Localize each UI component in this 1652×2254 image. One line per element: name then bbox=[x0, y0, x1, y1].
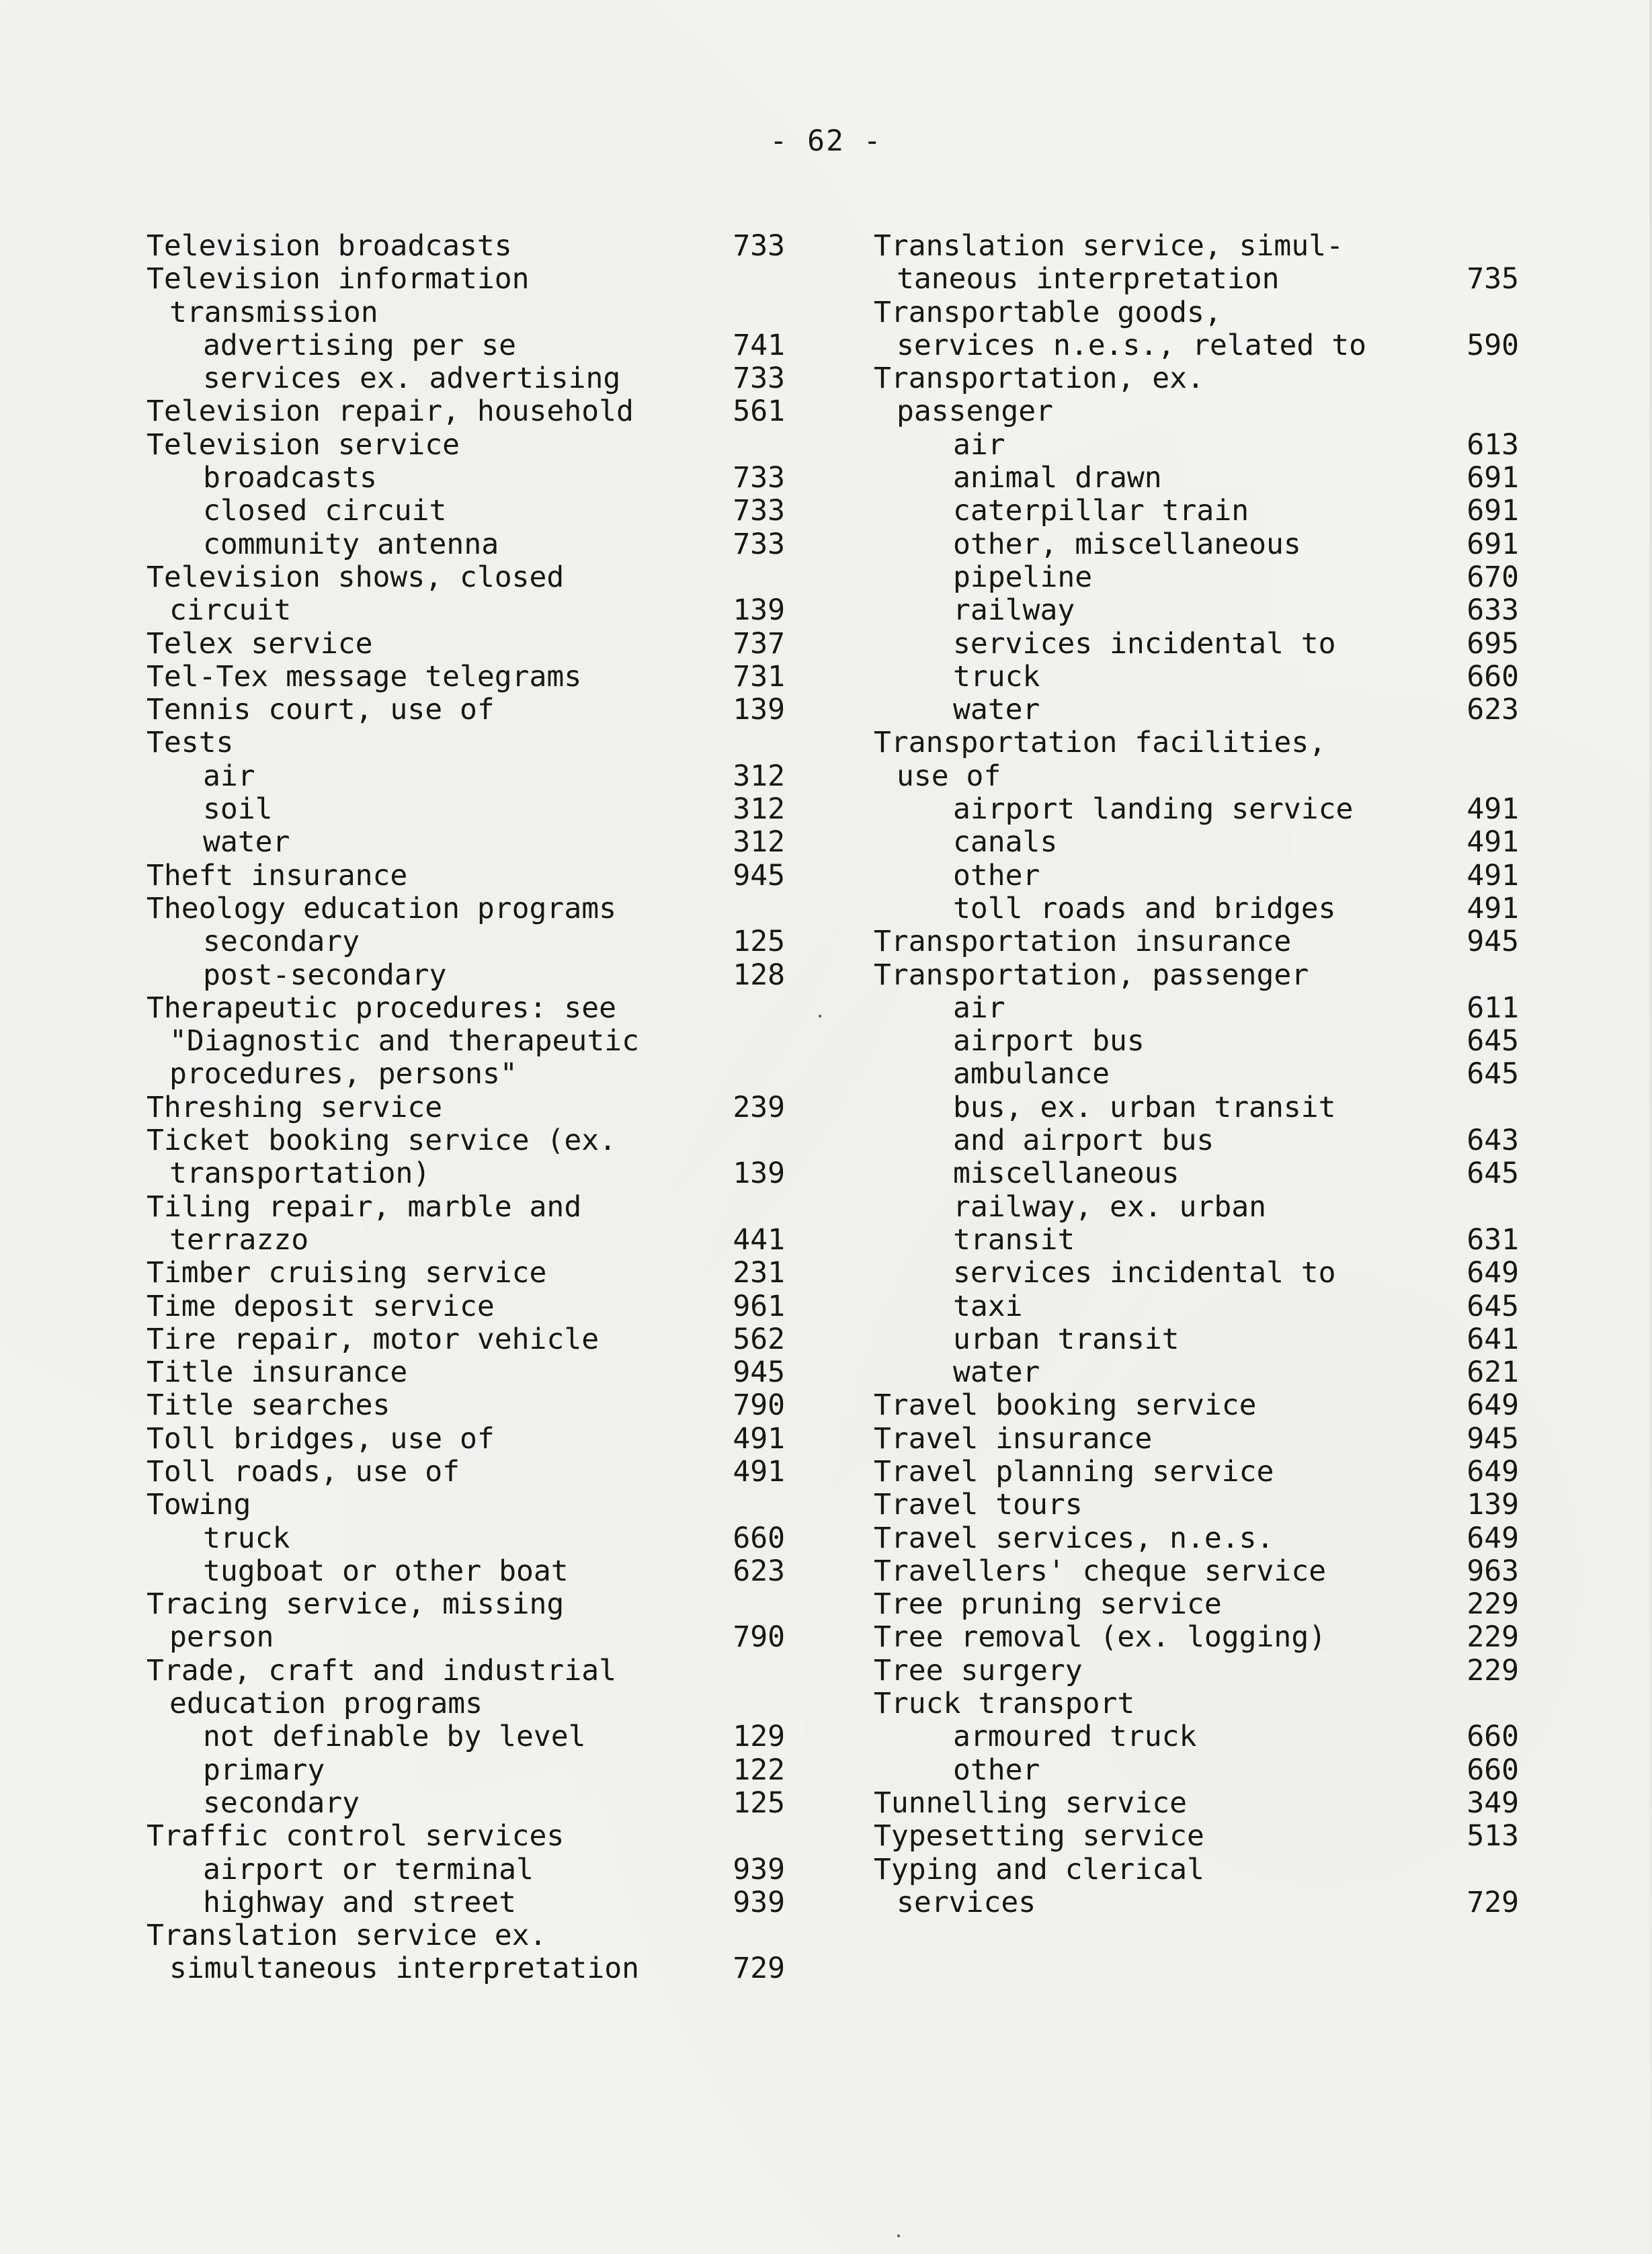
index-entry bbox=[147, 1157, 785, 1190]
index-term: other, miscellaneous bbox=[953, 527, 1301, 561]
paper-speck bbox=[897, 2235, 900, 2237]
index-entry bbox=[147, 892, 785, 925]
index-term: procedures, persons" bbox=[169, 1057, 518, 1091]
index-term: education programs bbox=[169, 1687, 483, 1721]
index-entry bbox=[147, 1886, 785, 1919]
index-entry bbox=[147, 1191, 785, 1224]
index-code: 645 bbox=[1467, 1057, 1519, 1091]
index-entry bbox=[147, 1456, 785, 1489]
index-code: 945 bbox=[733, 1355, 785, 1390]
index-term: use of bbox=[897, 759, 1001, 793]
index-term: Television repair, household bbox=[147, 394, 634, 429]
index-term: Tree pruning service bbox=[874, 1587, 1222, 1622]
index-entry bbox=[874, 661, 1519, 694]
index-code: 611 bbox=[1467, 991, 1519, 1025]
index-entry bbox=[874, 1853, 1519, 1886]
index-entry bbox=[147, 1754, 785, 1787]
index-term: Toll bridges, use of bbox=[147, 1421, 495, 1456]
index-entry bbox=[147, 1787, 785, 1820]
index-term: tugboat or other boat bbox=[203, 1554, 569, 1588]
index-entry bbox=[147, 959, 785, 992]
index-term: Tennis court, use of bbox=[147, 693, 495, 727]
index-code: 729 bbox=[733, 1952, 785, 1986]
index-code: 128 bbox=[733, 958, 785, 992]
index-term: Transportable goods, bbox=[874, 295, 1222, 329]
index-entry bbox=[147, 1853, 785, 1886]
index-term: bus, ex. urban transit bbox=[953, 1090, 1336, 1124]
index-term: water bbox=[953, 693, 1040, 727]
index-term: not definable by level bbox=[203, 1720, 586, 1754]
index-code: 491 bbox=[733, 1454, 785, 1489]
index-code: 733 bbox=[733, 527, 785, 561]
index-code: 660 bbox=[1467, 1720, 1519, 1754]
index-code: 660 bbox=[1467, 1753, 1519, 1787]
index-entry bbox=[147, 395, 785, 428]
index-term: taneous interpretation bbox=[897, 262, 1280, 296]
index-term: highway and street bbox=[203, 1885, 516, 1919]
index-term: Toll roads, use of bbox=[147, 1454, 460, 1489]
index-entry bbox=[874, 860, 1519, 892]
index-code: 939 bbox=[733, 1852, 785, 1886]
index-code: 733 bbox=[733, 461, 785, 495]
index-term: passenger bbox=[897, 394, 1053, 429]
index-term: Translation service, simul- bbox=[874, 229, 1344, 263]
index-code: 633 bbox=[1467, 593, 1519, 628]
index-code: 695 bbox=[1467, 626, 1519, 661]
index-term: Telex service bbox=[147, 626, 373, 661]
index-code: 645 bbox=[1467, 1024, 1519, 1058]
index-term: other bbox=[953, 858, 1040, 892]
index-entry bbox=[874, 726, 1519, 759]
index-code: 649 bbox=[1467, 1388, 1519, 1423]
index-code: 613 bbox=[1467, 427, 1519, 462]
index-entry bbox=[147, 263, 785, 296]
index-entry bbox=[874, 296, 1519, 329]
index-entry bbox=[874, 1091, 1519, 1124]
index-term: railway bbox=[953, 593, 1075, 628]
index-entry bbox=[874, 1356, 1519, 1389]
index-entry bbox=[874, 1257, 1519, 1290]
index-term: Travel planning service bbox=[874, 1454, 1274, 1489]
index-term: taxi bbox=[953, 1289, 1023, 1323]
index-term: Time deposit service bbox=[147, 1289, 495, 1323]
index-code: 691 bbox=[1467, 527, 1519, 561]
index-code: 125 bbox=[733, 925, 785, 959]
index-code: 491 bbox=[733, 1421, 785, 1456]
index-entry bbox=[147, 1820, 785, 1853]
index-term: Typing and clerical bbox=[874, 1852, 1204, 1886]
index-term: services incidental to bbox=[953, 626, 1336, 661]
index-entry bbox=[874, 760, 1519, 793]
index-entry bbox=[874, 1423, 1519, 1456]
index-entry bbox=[874, 1389, 1519, 1422]
index-term: canals bbox=[953, 825, 1058, 860]
index-term: Ticket booking service (ex. bbox=[147, 1124, 616, 1158]
index-entry bbox=[147, 1952, 785, 1985]
index-code: 660 bbox=[733, 1521, 785, 1555]
index-entry bbox=[874, 561, 1519, 594]
index-term: Trade, craft and industrial bbox=[147, 1653, 616, 1687]
index-entry bbox=[147, 1522, 785, 1555]
index-entry bbox=[147, 329, 785, 362]
index-term: Typesetting service bbox=[874, 1819, 1204, 1853]
index-entry bbox=[874, 1787, 1519, 1820]
index-code: 945 bbox=[1467, 925, 1519, 959]
index-entry bbox=[147, 726, 785, 759]
index-code: 790 bbox=[733, 1620, 785, 1655]
index-code: 691 bbox=[1467, 494, 1519, 528]
index-entry bbox=[147, 1356, 785, 1389]
index-term: Travel services, n.e.s. bbox=[874, 1521, 1274, 1555]
index-term: primary bbox=[203, 1753, 325, 1787]
index-code: 945 bbox=[733, 858, 785, 892]
index-term: other bbox=[953, 1753, 1040, 1787]
index-code: 349 bbox=[1467, 1786, 1519, 1820]
index-code: 733 bbox=[733, 362, 785, 396]
index-term: post-secondary bbox=[203, 958, 447, 992]
index-entry bbox=[874, 495, 1519, 528]
index-entry bbox=[147, 362, 785, 395]
index-term: services bbox=[897, 1885, 1036, 1919]
index-entry bbox=[147, 1323, 785, 1356]
index-term: transit bbox=[953, 1222, 1075, 1257]
index-term: Tree removal (ex. logging) bbox=[874, 1620, 1327, 1655]
index-entry bbox=[874, 694, 1519, 726]
index-code: 939 bbox=[733, 1885, 785, 1919]
index-column-right bbox=[874, 230, 1519, 1919]
index-entry bbox=[874, 1588, 1519, 1621]
index-entry bbox=[147, 1555, 785, 1588]
index-code: 312 bbox=[733, 825, 785, 860]
index-term: person bbox=[169, 1620, 274, 1655]
index-term: Transportation, ex. bbox=[874, 362, 1204, 396]
index-entry bbox=[147, 495, 785, 528]
index-term: Theology education programs bbox=[147, 891, 616, 925]
index-code: 139 bbox=[733, 1157, 785, 1191]
index-code: 623 bbox=[733, 1554, 785, 1588]
index-code: 513 bbox=[1467, 1819, 1519, 1853]
index-term: secondary bbox=[203, 1786, 360, 1820]
index-term: air bbox=[953, 991, 1005, 1025]
index-term: Towing bbox=[147, 1488, 251, 1522]
index-code: 561 bbox=[733, 394, 785, 429]
index-term: Transportation facilities, bbox=[874, 726, 1327, 760]
index-entry bbox=[874, 1820, 1519, 1853]
index-code: 491 bbox=[1467, 792, 1519, 827]
index-term: Therapeutic procedures: see bbox=[147, 991, 616, 1025]
index-term: Tracing service, missing bbox=[147, 1587, 565, 1622]
index-term: simultaneous interpretation bbox=[169, 1952, 639, 1986]
index-term: Tire repair, motor vehicle bbox=[147, 1322, 600, 1356]
index-term: Threshing service bbox=[147, 1090, 443, 1124]
index-term: air bbox=[953, 427, 1005, 462]
index-code: 735 bbox=[1467, 262, 1519, 296]
index-term: services incidental to bbox=[953, 1256, 1336, 1290]
paper-speck bbox=[819, 1015, 821, 1017]
index-code: 741 bbox=[733, 328, 785, 362]
index-code: 729 bbox=[1467, 1885, 1519, 1919]
index-term: Title searches bbox=[147, 1388, 390, 1423]
index-entry bbox=[147, 1389, 785, 1422]
index-code: 139 bbox=[733, 593, 785, 628]
index-entry bbox=[874, 1886, 1519, 1919]
index-term: Tree surgery bbox=[874, 1653, 1083, 1687]
index-term: Tunnelling service bbox=[874, 1786, 1187, 1820]
index-term: water bbox=[203, 825, 290, 860]
index-entry bbox=[874, 462, 1519, 495]
index-entry bbox=[147, 1025, 785, 1058]
index-code: 945 bbox=[1467, 1421, 1519, 1456]
index-code: 229 bbox=[1467, 1587, 1519, 1622]
index-entry bbox=[874, 1323, 1519, 1356]
index-code: 645 bbox=[1467, 1289, 1519, 1323]
index-term: Transportation, passenger bbox=[874, 958, 1309, 992]
index-term: Television information bbox=[147, 262, 530, 296]
index-term: transportation) bbox=[169, 1157, 431, 1191]
index-code: 731 bbox=[733, 659, 785, 694]
index-term: secondary bbox=[203, 925, 360, 959]
index-entry bbox=[874, 1555, 1519, 1588]
index-entry bbox=[874, 959, 1519, 992]
index-term: Tel-Tex message telegrams bbox=[147, 659, 582, 694]
index-entry bbox=[147, 992, 785, 1025]
index-entry bbox=[147, 1489, 785, 1521]
index-term: airport bus bbox=[953, 1024, 1145, 1058]
index-code: 312 bbox=[733, 759, 785, 793]
index-code: 649 bbox=[1467, 1256, 1519, 1290]
index-column-left bbox=[147, 230, 785, 1986]
index-entry bbox=[874, 892, 1519, 925]
index-entry bbox=[874, 230, 1519, 263]
index-entry bbox=[147, 594, 785, 627]
index-code: 649 bbox=[1467, 1521, 1519, 1555]
index-entry bbox=[147, 826, 785, 859]
index-entry bbox=[874, 1124, 1519, 1157]
index-entry bbox=[874, 1754, 1519, 1787]
index-entry bbox=[147, 1257, 785, 1290]
index-term: "Diagnostic and therapeutic bbox=[169, 1024, 639, 1058]
index-entry bbox=[874, 1489, 1519, 1521]
index-entry bbox=[147, 1621, 785, 1654]
index-entry bbox=[147, 1720, 785, 1753]
index-term: Tiling repair, marble and bbox=[147, 1189, 582, 1224]
index-term: services n.e.s., related to bbox=[897, 328, 1366, 362]
index-term: airport landing service bbox=[953, 792, 1354, 827]
index-entry bbox=[874, 925, 1519, 958]
index-term: Traffic control services bbox=[147, 1819, 565, 1853]
page-edge-shadow bbox=[1649, 0, 1652, 2254]
index-code: 670 bbox=[1467, 560, 1519, 594]
index-code: 562 bbox=[733, 1322, 785, 1356]
index-entry bbox=[874, 395, 1519, 428]
index-code: 491 bbox=[1467, 858, 1519, 892]
index-entry bbox=[147, 760, 785, 793]
index-entry bbox=[874, 826, 1519, 859]
index-entry bbox=[874, 1224, 1519, 1257]
index-code: 963 bbox=[1467, 1554, 1519, 1588]
index-term: circuit bbox=[169, 593, 292, 628]
index-term: soil bbox=[203, 792, 273, 827]
index-code: 229 bbox=[1467, 1653, 1519, 1687]
index-entry bbox=[147, 1655, 785, 1687]
index-term: railway, ex. urban bbox=[953, 1189, 1266, 1224]
index-term: Television shows, closed bbox=[147, 560, 565, 594]
page-number: - 62 - bbox=[770, 124, 882, 158]
index-entry bbox=[874, 1290, 1519, 1323]
index-term: truck bbox=[953, 659, 1040, 694]
index-term: Translation service ex. bbox=[147, 1919, 547, 1953]
index-code: 239 bbox=[733, 1090, 785, 1124]
index-entry bbox=[147, 661, 785, 694]
index-term: services ex. advertising bbox=[203, 362, 621, 396]
index-code: 621 bbox=[1467, 1355, 1519, 1390]
index-term: community antenna bbox=[203, 527, 499, 561]
index-term: advertising per se bbox=[203, 328, 516, 362]
index-entry bbox=[147, 860, 785, 892]
index-code: 491 bbox=[1467, 891, 1519, 925]
index-term: Television broadcasts bbox=[147, 229, 512, 263]
index-term: toll roads and bridges bbox=[953, 891, 1336, 925]
index-code: 139 bbox=[733, 693, 785, 727]
index-entry bbox=[874, 1058, 1519, 1091]
index-entry bbox=[874, 1025, 1519, 1058]
index-term: Travel insurance bbox=[874, 1421, 1153, 1456]
index-term: urban transit bbox=[953, 1322, 1180, 1356]
index-term: ambulance bbox=[953, 1057, 1110, 1091]
index-entry bbox=[874, 793, 1519, 826]
index-code: 645 bbox=[1467, 1157, 1519, 1191]
index-entry bbox=[874, 1655, 1519, 1687]
index-entry bbox=[147, 528, 785, 561]
index-term: Title insurance bbox=[147, 1355, 408, 1390]
index-term: pipeline bbox=[953, 560, 1093, 594]
index-entry bbox=[874, 628, 1519, 661]
index-entry bbox=[874, 1621, 1519, 1654]
index-code: 139 bbox=[1467, 1488, 1519, 1522]
index-code: 733 bbox=[733, 229, 785, 263]
index-code: 122 bbox=[733, 1753, 785, 1787]
index-code: 961 bbox=[733, 1289, 785, 1323]
index-code: 229 bbox=[1467, 1620, 1519, 1655]
index-entry bbox=[147, 1687, 785, 1720]
index-term: airport or terminal bbox=[203, 1852, 534, 1886]
index-entry bbox=[147, 925, 785, 958]
index-code: 641 bbox=[1467, 1322, 1519, 1356]
index-code: 129 bbox=[733, 1720, 785, 1754]
index-entry bbox=[147, 1124, 785, 1157]
index-entry bbox=[147, 462, 785, 495]
index-code: 649 bbox=[1467, 1454, 1519, 1489]
index-entry bbox=[874, 1456, 1519, 1489]
index-code: 623 bbox=[1467, 693, 1519, 727]
index-code: 491 bbox=[1467, 825, 1519, 860]
index-entry bbox=[147, 694, 785, 726]
index-term: armoured truck bbox=[953, 1720, 1197, 1754]
index-term: closed circuit bbox=[203, 494, 447, 528]
index-entry bbox=[874, 263, 1519, 296]
index-entry bbox=[147, 793, 785, 826]
index-term: terrazzo bbox=[169, 1222, 309, 1257]
index-term: Theft insurance bbox=[147, 858, 408, 892]
index-entry bbox=[874, 1720, 1519, 1753]
index-term: Travellers' cheque service bbox=[874, 1554, 1327, 1588]
index-code: 790 bbox=[733, 1388, 785, 1423]
index-entry bbox=[147, 628, 785, 661]
index-entry bbox=[874, 992, 1519, 1025]
index-entry bbox=[147, 1423, 785, 1456]
index-entry bbox=[874, 1191, 1519, 1224]
index-code: 737 bbox=[733, 626, 785, 661]
index-entry bbox=[147, 1058, 785, 1091]
index-entry bbox=[874, 1522, 1519, 1555]
index-entry bbox=[147, 296, 785, 329]
index-entry bbox=[147, 1290, 785, 1323]
index-term: Travel booking service bbox=[874, 1388, 1257, 1423]
index-code: 691 bbox=[1467, 461, 1519, 495]
index-term: truck bbox=[203, 1521, 290, 1555]
index-term: Truck transport bbox=[874, 1687, 1135, 1721]
index-code: 312 bbox=[733, 792, 785, 827]
index-code: 733 bbox=[733, 494, 785, 528]
index-entry bbox=[147, 429, 785, 462]
index-entry bbox=[147, 230, 785, 263]
index-code: 231 bbox=[733, 1256, 785, 1290]
index-term: Tests bbox=[147, 726, 234, 760]
index-term: Travel tours bbox=[874, 1488, 1083, 1522]
index-entry bbox=[147, 1091, 785, 1124]
index-entry bbox=[874, 1687, 1519, 1720]
index-term: animal drawn bbox=[953, 461, 1162, 495]
index-code: 441 bbox=[733, 1222, 785, 1257]
index-entry bbox=[147, 1224, 785, 1257]
index-term: Transportation insurance bbox=[874, 925, 1292, 959]
index-term: Television service bbox=[147, 427, 460, 462]
index-entry bbox=[874, 362, 1519, 395]
index-code: 631 bbox=[1467, 1222, 1519, 1257]
index-entry bbox=[874, 1157, 1519, 1190]
index-term: transmission bbox=[169, 295, 378, 329]
index-entry bbox=[147, 561, 785, 594]
index-entry bbox=[147, 1588, 785, 1621]
index-term: broadcasts bbox=[203, 461, 377, 495]
index-code: 660 bbox=[1467, 659, 1519, 694]
index-entry bbox=[147, 1919, 785, 1952]
index-entry bbox=[874, 528, 1519, 561]
index-term: caterpillar train bbox=[953, 494, 1249, 528]
index-term: air bbox=[203, 759, 255, 793]
index-code: 643 bbox=[1467, 1124, 1519, 1158]
index-entry bbox=[874, 429, 1519, 462]
index-term: water bbox=[953, 1355, 1040, 1390]
index-term: and airport bus bbox=[953, 1124, 1214, 1158]
index-entry bbox=[874, 329, 1519, 362]
index-term: miscellaneous bbox=[953, 1157, 1180, 1191]
index-code: 590 bbox=[1467, 328, 1519, 362]
index-code: 125 bbox=[733, 1786, 785, 1820]
index-term: Timber cruising service bbox=[147, 1256, 547, 1290]
index-entry bbox=[874, 594, 1519, 627]
